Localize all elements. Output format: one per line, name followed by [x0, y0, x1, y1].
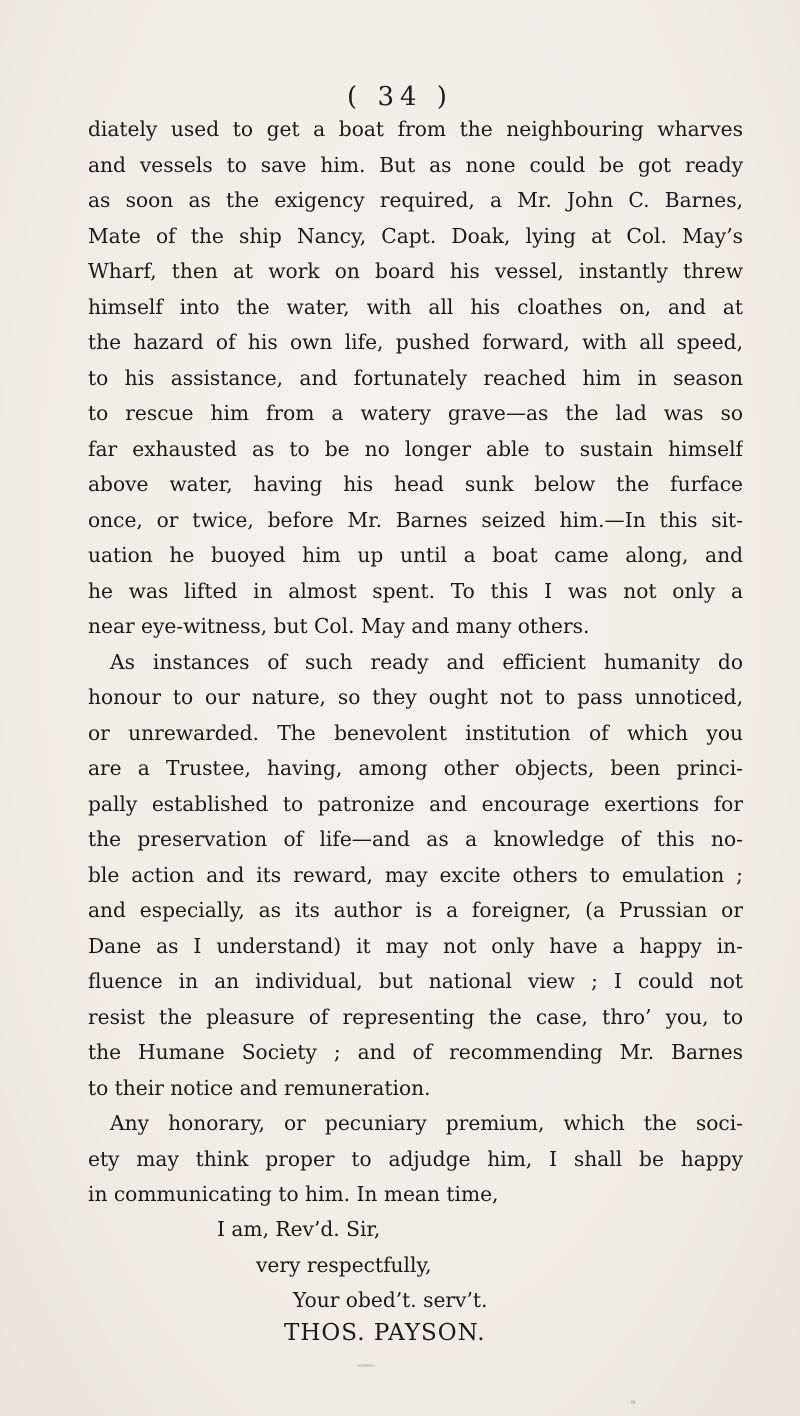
text-line: Any honorary, or pecuniary premium, which the soci- [110, 1111, 743, 1135]
text-line: near eye-witness, but Col. May and many others. [88, 614, 590, 638]
closing-respectfully: very respectfully, [256, 1253, 432, 1277]
text-line: to rescue him from a watery grave—as the lad was so [88, 401, 743, 425]
text-line: himself into the water, with all his cloathes on, and at [88, 294, 743, 319]
text-line: ety may think proper to adjudge him, I shall be happy [88, 1146, 743, 1171]
text-line: to their notice and remuneration. [88, 1075, 431, 1100]
text-line: the Humane Society ; and of recommending Mr. Barnes [88, 1040, 743, 1064]
text-line: as soon as the exigency required, a Mr. John C. Barnes, [88, 188, 743, 212]
closing-servant: Your obed’t. serv’t. [293, 1288, 488, 1312]
text-line: uation he buoyed him up until a boat came along, and [88, 543, 743, 567]
closing-salutation: I am, Rev’d. Sir, [217, 1217, 381, 1241]
text-line: the hazard of his own life, pushed forward, with all speed, [88, 330, 743, 354]
text-line: the preservation of life—and as a knowledge of this no- [88, 827, 743, 851]
text-line: diately used to get a boat from the neighbouring wharves [88, 117, 743, 141]
text-line: resist the pleasure of representing the case, thro’ you, to [88, 1004, 743, 1029]
text-line: As instances of such ready and efficient humanity do [110, 649, 743, 674]
text-line: far exhausted as to be no longer able to sustain himself [88, 436, 743, 461]
ink-smudge [357, 1364, 375, 1367]
text-line: honour to our nature, so they ought not to pass unnoticed, [88, 685, 743, 709]
text-line: and especially, as its author is a foreigner, (a Prussian or [88, 898, 743, 922]
text-line: or unrewarded. The benevolent institution of which you [88, 720, 743, 745]
text-line: in communicating to him. In mean time, [88, 1182, 499, 1206]
signature: THOS. PAYSON. [284, 1320, 486, 1346]
text-line: he was lifted in almost spent. To this I was not only a [88, 578, 743, 603]
text-line: Mate of the ship Nancy, Capt. Doak, lying at Col. May’s [88, 223, 743, 248]
text-line: are a Trustee, having, among other objects, been princi- [88, 756, 743, 780]
text-line: fluence in an individual, but national view ; I could not [88, 969, 743, 993]
text-line: ble action and its reward, may excite others to emulation ; [88, 862, 743, 887]
text-line: and vessels to save him. But as none could be got ready [88, 152, 743, 177]
ink-spot [630, 1400, 636, 1404]
text-line: above water, having his head sunk below the furface [88, 472, 743, 496]
text-line: Dane as I understand) it may not only have a happy in- [88, 933, 743, 958]
letter-body [88, 112, 743, 1213]
text-line: pally established to patronize and encourage exertions for [88, 791, 743, 816]
text-line: to his assistance, and fortunately reached him in season [88, 365, 743, 390]
text-line: Wharf, then at work on board his vessel, instantly threw [88, 259, 743, 283]
page-number: ( 34 ) [347, 82, 453, 112]
text-line: once, or twice, before Mr. Barnes seized him.—In this sit- [88, 507, 743, 532]
